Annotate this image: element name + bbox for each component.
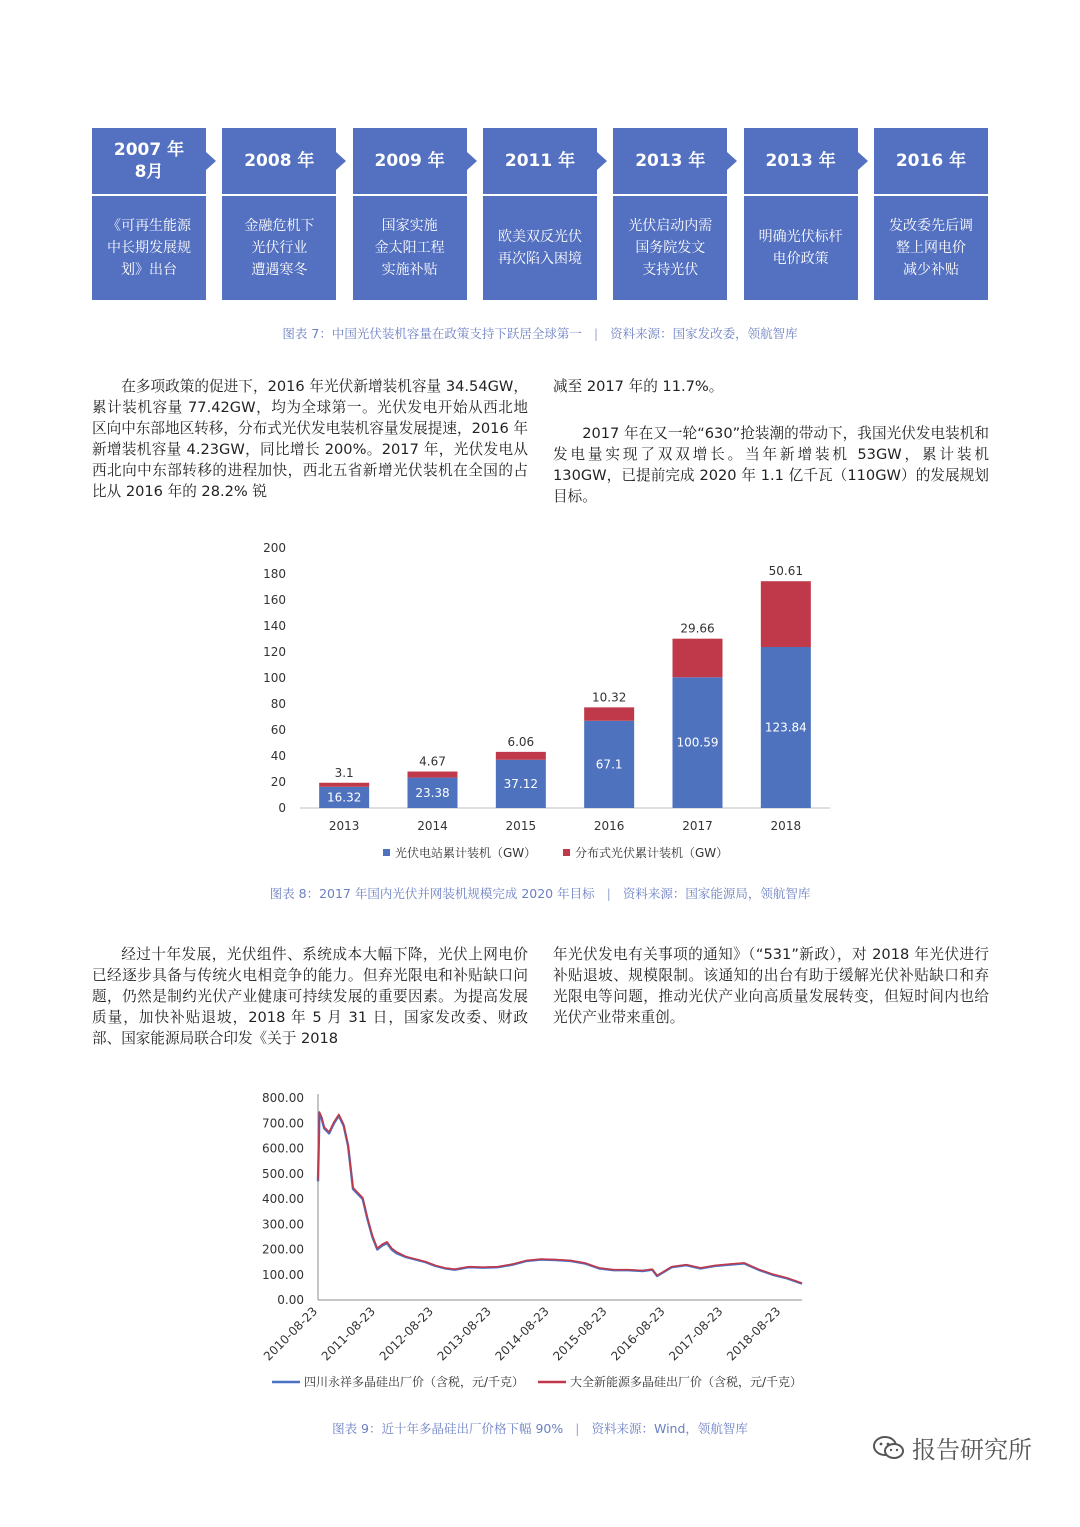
bar-segment-distributed [408, 772, 458, 778]
y-tick-label: 700.00 [262, 1116, 304, 1131]
timeline-item [744, 128, 858, 300]
bar-value-label: 10.32 [591, 690, 627, 705]
paragraph-2-right: 年光伏发电有关事项的通知》（“531”新政），对 2018 年光伏进行补贴退坡、规模限制。该通知的出台有助于缓解光伏补贴缺口和弃光限电等问题，推动光伏产业向高质量发展转变，但短时间内也给光伏产业带来重创。 [553, 946, 989, 1026]
bar-segment-distributed [673, 639, 723, 678]
timeline-year: 2008 年 [244, 151, 315, 171]
polysilicon-price-line-chart [250, 1086, 830, 1396]
y-tick-label: 300.00 [262, 1217, 304, 1232]
wechat-icon [872, 1435, 906, 1461]
y-tick-label: 140 [263, 619, 286, 633]
y-tick-label: 40 [270, 749, 286, 763]
timeline-item [222, 128, 336, 300]
legend-swatch [383, 849, 390, 856]
bar-value-label: 67.1 [595, 757, 623, 772]
timeline-item [483, 128, 597, 300]
y-tick-label: 180 [263, 567, 286, 581]
y-tick-label: 100.00 [262, 1267, 304, 1282]
figure-9-source: 资料来源：Wind，领航智库 [591, 1421, 748, 1436]
y-tick-label: 800.00 [262, 1091, 304, 1105]
bar-segment-distributed [584, 707, 634, 720]
legend-label: 光伏电站累计装机（GW） [395, 846, 537, 860]
x-tick-label: 2018-08-23 [724, 1304, 784, 1364]
timeline-year: 2013 年 [765, 151, 836, 171]
figure-8-source: 资料来源：国家能源局，领航智库 [622, 886, 811, 901]
figure-8-title: 图表 8：2017 年国内光伏并网装机规模完成 2020 年目标 [269, 886, 595, 901]
paragraph-1-left: 在多项政策的促进下，2016 年光伏新增装机容量 34.54GW，累计装机容量 77.42GW，均为全球第一。光伏发电开始从西北地区向中东部地区转移，分布式光伏发电装机容量发展提速，2016 年新增装机容量 4.23GW，同比增长 200%。2017 年，光伏发电从西北向中东部转移的进程加快，西北五省新增光伏装机在全国的占比从 2016 年的 28.2% 锐 [92, 378, 528, 500]
y-tick-label: 60 [270, 723, 286, 737]
x-tick-label: 2010-08-23 [260, 1304, 321, 1364]
x-tick-label: 2016 [593, 819, 625, 833]
timeline-description: 《可再生能源 中长期发展规 划》出台 [107, 218, 191, 278]
timeline-description: 发改委先后调 整上网电价 减少补贴 [888, 218, 973, 278]
y-tick-label: 120 [263, 645, 286, 659]
bar-segment-distributed [319, 783, 369, 787]
timeline-arrow-icon [727, 152, 737, 170]
timeline-description: 金融危机下 光伏行业 遭遇寒冬 [244, 218, 315, 278]
x-tick-label: 2016-08-23 [608, 1304, 668, 1364]
bar-value-label: 37.12 [503, 776, 539, 791]
x-tick-label: 2013-08-23 [434, 1304, 494, 1364]
series-line-daqo [318, 1112, 802, 1283]
legend-label: 分布式光伏累计装机（GW） [575, 846, 729, 860]
bar-value-label: 3.1 [334, 765, 354, 780]
timeline-item [874, 128, 988, 300]
figure-7-title: 图表 7：中国光伏装机容量在政策支持下跃居全球第一 [282, 326, 582, 341]
bar-value-label: 23.38 [415, 785, 450, 800]
timeline-year: 2009 年 [374, 151, 445, 171]
figure-9-title: 图表 9：近十年多晶硅出厂价格下幅 90% [332, 1421, 564, 1436]
y-tick-label: 200.00 [262, 1242, 304, 1257]
timeline-description: 光伏启动内需 国务院发文 支持光伏 [628, 218, 713, 278]
timeline-item [353, 128, 467, 300]
timeline-year: 2011 年 [504, 151, 576, 171]
y-tick-label: 200 [263, 541, 286, 555]
figure-8-caption: 图表 8：2017 年国内光伏并网装机规模完成 2020 年目标 | 资料来源：国家能源局，领航智库 [269, 886, 811, 901]
timeline-year: 2016 年 [895, 151, 967, 171]
timeline-arrow-icon [597, 152, 607, 170]
timeline-description: 国家实施 金太阳工程 实施补贴 [374, 218, 445, 278]
bar-value-label: 50.61 [768, 564, 804, 579]
legend-swatch [563, 849, 570, 856]
timeline-description: 明确光伏标杆 电价政策 [758, 229, 843, 267]
paragraph-1-right-a: 减至 2017 年的 11.7%。 [553, 378, 724, 395]
y-tick-label: 160 [263, 593, 286, 607]
bar-segment-distributed [761, 581, 811, 647]
y-tick-label: 600.00 [262, 1141, 304, 1156]
timeline-arrow-icon [206, 152, 216, 170]
x-tick-label: 2014 [417, 819, 448, 833]
figure-7-source: 资料来源：国家发改委，领航智库 [610, 326, 798, 341]
y-tick-label: 20 [270, 775, 286, 789]
legend-label: 大全新能源多晶硅出厂价（含税，元/千克） [570, 1375, 803, 1389]
figure-7-caption: 图表 7：中国光伏装机容量在政策支持下跃居全球第一 | 资料来源：国家发改委，领航智库 [282, 326, 798, 341]
timeline-arrow-icon [858, 152, 868, 170]
y-tick-label: 80 [270, 697, 286, 711]
policy-timeline [92, 128, 988, 300]
timeline-arrow-icon [336, 152, 346, 170]
bar-value-label: 123.84 [764, 720, 807, 735]
bar-value-label: 4.67 [419, 754, 446, 769]
timeline-year: 2007 年 8月 [113, 140, 185, 182]
y-tick-label: 100 [263, 671, 286, 685]
y-tick-label: 0.00 [277, 1293, 304, 1307]
legend-label: 四川永祥多晶硅出厂价（含税，元/千克） [304, 1375, 525, 1389]
x-tick-label: 2013 [328, 819, 360, 833]
y-tick-label: 0 [278, 801, 286, 815]
y-tick-label: 400.00 [262, 1192, 304, 1206]
x-tick-label: 2015-08-23 [550, 1304, 610, 1364]
y-tick-label: 500.00 [262, 1166, 304, 1181]
timeline-description: 欧美双反光伏 再次陷入困境 [497, 229, 582, 267]
x-tick-label: 2015 [505, 819, 537, 833]
watermark [872, 1430, 1032, 1465]
bar-segment-distributed [496, 752, 546, 760]
series-line-yongxiang [318, 1113, 802, 1284]
timeline-arrow-icon [467, 152, 477, 170]
x-tick-label: 2017-08-23 [666, 1304, 726, 1364]
paragraph-1-right-b: 2017 年在又一轮“630”抢装潮的带动下，我国光伏发电装机和发电量实现了双双增长。当年新增装机 53GW，累计装机 130GW，已提前完成 2020 年 1.1 亿千瓦（110GW）的发展规划目标。 [553, 425, 989, 505]
figure-9-caption: 图表 9：近十年多晶硅出厂价格下幅 90% | 资料来源：Wind，领航智库 [332, 1421, 748, 1436]
timeline-year: 2013 年 [635, 151, 706, 171]
installed-capacity-bar-chart [250, 536, 850, 872]
x-tick-label: 2011-08-23 [318, 1304, 378, 1364]
bar-value-label: 6.06 [507, 734, 535, 749]
x-tick-label: 2017 [682, 819, 713, 833]
bar-value-label: 100.59 [676, 735, 719, 750]
x-tick-label: 2018 [770, 819, 802, 833]
timeline-item [613, 128, 727, 300]
paragraph-2-left: 经过十年发展，光伏组件、系统成本大幅下降，光伏上网电价已经逐步具备与传统火电相竞争的能力。但弃光限电和补贴缺口问题，仍然是制约光伏产业健康可持续发展的重要因素。为提高发展质量，加快补贴退坡，2018 年 5 月 31 日，国家发改委、财政部、国家能源局联合印发《关于 2018 [92, 946, 528, 1047]
bar-value-label: 29.66 [680, 621, 715, 636]
watermark-text: 报告研究所 [912, 1436, 1032, 1464]
timeline-item [92, 128, 206, 300]
x-tick-label: 2014-08-23 [492, 1304, 552, 1364]
bar-value-label: 16.32 [326, 790, 362, 805]
x-tick-label: 2012-08-23 [376, 1304, 437, 1364]
